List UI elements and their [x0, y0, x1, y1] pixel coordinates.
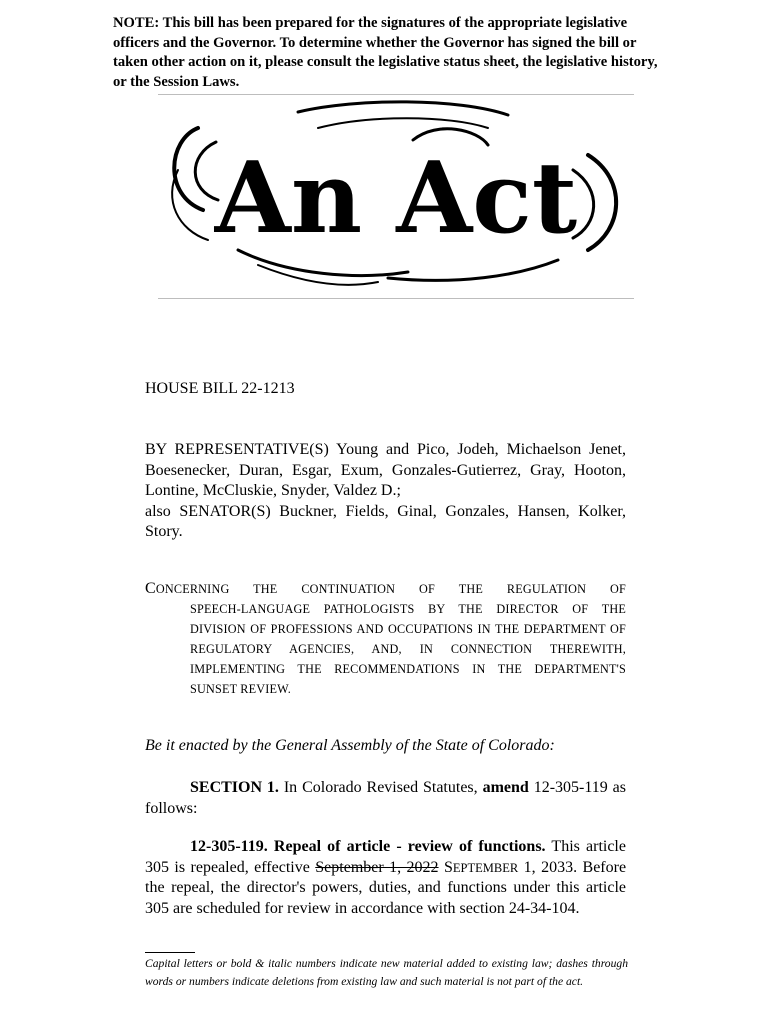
- concerning-line: REGULATORY AGENCIES, AND, IN CONNECTION THEREWITH,: [190, 642, 626, 656]
- new-date: SEPTEMBER 1, 2033.: [444, 858, 578, 876]
- sponsors-block: [145, 440, 626, 543]
- concerning-initial: C: [145, 580, 156, 597]
- banner-bottom-rule: [158, 298, 634, 299]
- senate-sponsors-line: also SENATOR(S) Buckner, Fields, Ginal, Gonzales, Hansen, Kolker,: [145, 502, 626, 520]
- deleted-date: September 1, 2022: [315, 858, 439, 876]
- house-sponsors-line: Lontine, McCluskie, Snyder, Valdez D.;: [145, 482, 401, 499]
- an-act-title: An Act: [214, 141, 578, 256]
- house-sponsors-line: BY REPRESENTATIVE(S) Young and Pico, Jodeh, Michaelson Jenet,: [145, 441, 626, 458]
- signature-status-note: NOTE: This bill has been prepared for the signatures of the appropriate legislative officers and the Governor. To determine whether the Governor has signed the bill or taken other action on it, please consult the legislative status sheet, the legislative history, or the Session Laws.: [113, 15, 658, 90]
- house-sponsors-line: Boesenecker, Duran, Esgar, Exum, Gonzales-Gutierrez, Gray, Hooton,: [145, 461, 626, 479]
- concerning-line: SUNSET REVIEW.: [190, 682, 291, 696]
- statute-text: 12-305-119. Repeal of article - review of functions. This article 305 is repealed, effective September 1, 2022 SEPTEMBER 1, 2033. Before the repeal, the director's powers, duties, and functions under this article 305 are scheduled for review in accordance with section 24-34-104.: [145, 838, 627, 917]
- statute-heading: 12-305-119. Repeal of article - review of functions.: [190, 838, 546, 855]
- enacting-clause: Be it enacted by the General Assembly of the State of Colorado:: [145, 737, 555, 754]
- concerning-line: DIVISION OF PROFESSIONS AND OCCUPATIONS IN THE DEPARTMENT OF: [190, 622, 626, 636]
- amend-verb: amend: [482, 779, 529, 796]
- banner-top-rule: [158, 94, 634, 95]
- section-heading: SECTION 1.: [190, 779, 279, 796]
- concerning-line: IMPLEMENTING THE RECOMMENDATIONS IN THE DEPARTMENT'S: [190, 662, 626, 676]
- bill-title-concerning: [145, 579, 626, 699]
- concerning-line: CONCERNING THE CONTINUATION OF THE REGULATION OF: [145, 580, 626, 597]
- footnote: Capital letters or bold & italic numbers indicate new material added to existing law; dashes through words or numbers indicate deletions from existing law and such material is not part of the act.: [145, 957, 628, 988]
- footnote-rule: [145, 952, 195, 953]
- senate-sponsors-line: Story.: [145, 523, 183, 540]
- bill-number: HOUSE BILL 22-1213: [145, 380, 295, 397]
- section-1: SECTION 1. In Colorado Revised Statutes, amend 12-305-119 as follows:: [145, 779, 626, 817]
- an-act-flourish: [158, 100, 634, 290]
- concerning-line: SPEECH-LANGUAGE PATHOLOGISTS BY THE DIRECTOR OF THE: [190, 602, 626, 616]
- an-act-banner: [158, 100, 634, 290]
